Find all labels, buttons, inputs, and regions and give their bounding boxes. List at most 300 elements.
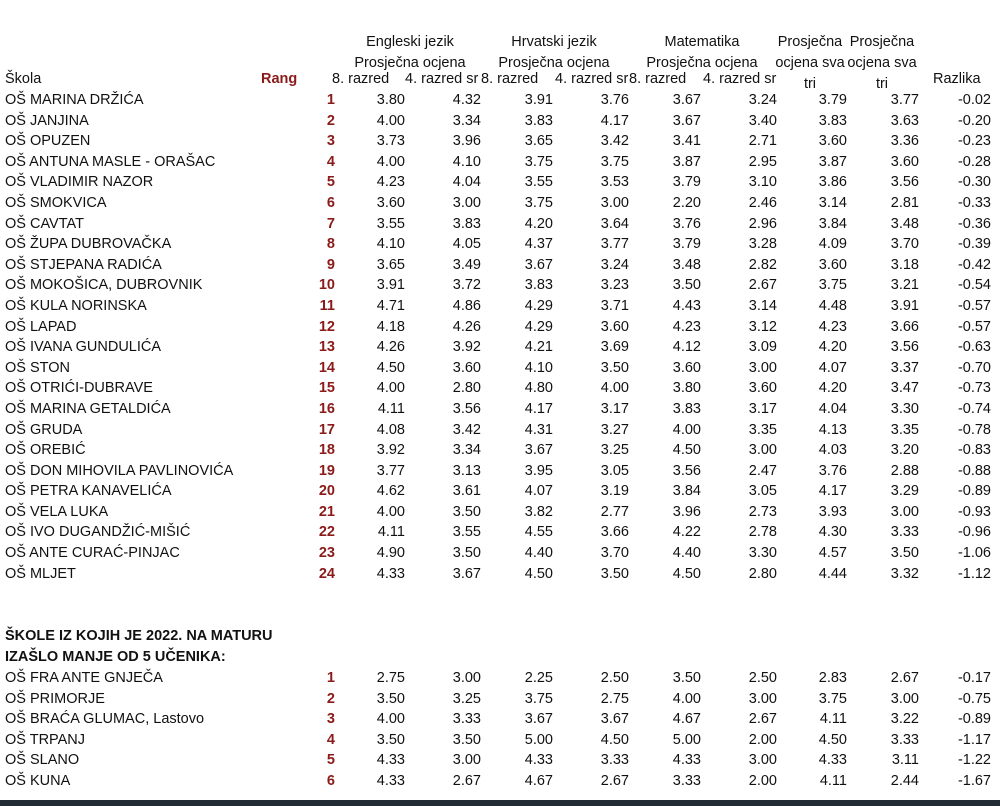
avg-8-cell: 4.44 — [818, 565, 847, 582]
eng-4-cell: 3.72 — [452, 277, 481, 294]
header-eng-4: 4. razred sr — [405, 71, 479, 87]
mat-8-cell: 4.33 — [672, 752, 701, 769]
mat-8-cell: 3.79 — [672, 236, 701, 253]
hr-4-cell: 2.67 — [600, 772, 629, 789]
avg-8-cell: 4.20 — [818, 380, 847, 397]
mat-8-cell: 3.80 — [672, 380, 701, 397]
school-name-cell: OŠ OTRIĆI-DUBRAVE — [5, 380, 153, 397]
razlika-cell: -0.93 — [957, 503, 991, 520]
eng-8-cell: 3.55 — [376, 215, 405, 232]
header-hr-8: 8. razred — [481, 71, 539, 87]
hr-4-cell: 3.50 — [600, 565, 629, 582]
razlika-cell: -0.74 — [957, 400, 991, 417]
razlika-cell: -0.42 — [957, 256, 991, 273]
avg-4-cell: 3.37 — [890, 359, 919, 376]
header-rang: Rang — [261, 71, 298, 87]
header-english-subtitle: Prosječna ocjena — [354, 55, 466, 71]
mat-4-cell: 3.17 — [748, 400, 777, 417]
table-row — [0, 689, 991, 710]
razlika-cell: -0.63 — [957, 339, 991, 356]
mat-8-cell: 3.76 — [672, 215, 701, 232]
school-name-cell: OŠ OPUZEN — [5, 133, 91, 150]
eng-4-cell: 4.04 — [452, 174, 481, 191]
avg-8-cell: 4.30 — [818, 524, 847, 541]
rang-cell: 16 — [318, 400, 335, 417]
eng-8-cell: 3.80 — [376, 92, 405, 108]
rang-cell: 6 — [326, 772, 335, 789]
hr-8-cell: 4.33 — [524, 752, 553, 769]
hr-4-cell: 3.60 — [600, 318, 629, 335]
mat-8-cell: 3.41 — [672, 133, 701, 150]
hr-8-cell: 4.40 — [524, 545, 553, 562]
avg-4-cell: 3.11 — [891, 752, 919, 769]
hr-8-cell: 3.75 — [524, 194, 553, 211]
hr-4-cell: 4.17 — [600, 112, 629, 129]
avg-8-cell: 3.75 — [818, 277, 847, 294]
hr-4-cell: 3.53 — [600, 174, 629, 191]
mat-8-cell: 4.67 — [672, 711, 701, 728]
avg-4-cell: 3.77 — [890, 92, 919, 108]
header-hr-4: 4. razred sr — [555, 71, 629, 87]
rang-cell: 18 — [318, 442, 335, 459]
hr-4-cell: 3.76 — [600, 92, 629, 108]
eng-8-cell: 4.00 — [376, 503, 405, 520]
school-name-cell: OŠ STJEPANA RADIĆA — [5, 256, 162, 273]
avg-8-cell: 4.11 — [819, 772, 847, 789]
header-croatian-title: Hrvatski jezik — [511, 34, 597, 50]
eng-8-cell: 4.08 — [376, 421, 405, 438]
avg-4-cell: 3.70 — [890, 236, 919, 253]
hr-4-cell: 3.00 — [600, 194, 629, 211]
hr-4-cell: 4.00 — [600, 380, 629, 397]
rang-cell: 23 — [318, 545, 335, 562]
eng-8-cell: 2.75 — [376, 670, 405, 686]
mat-4-cell: 2.96 — [748, 215, 777, 232]
avg-8-cell: 4.23 — [818, 318, 847, 335]
rang-cell: 3 — [326, 133, 335, 150]
razlika-cell: -0.28 — [957, 153, 991, 170]
rang-cell: 8 — [326, 236, 335, 253]
eng-8-cell: 4.18 — [376, 318, 405, 335]
table-row — [0, 522, 991, 543]
mat-4-cell: 2.00 — [748, 731, 777, 748]
header-avg-8-line1: Prosječna — [777, 34, 843, 50]
mat-8-cell: 4.50 — [672, 565, 701, 582]
eng-8-cell: 3.77 — [376, 462, 405, 479]
header-mat-4: 4. razred sr — [703, 71, 777, 87]
hr-4-cell: 3.33 — [600, 752, 629, 769]
mat-8-cell: 3.87 — [672, 153, 701, 170]
razlika-cell: -0.36 — [957, 215, 991, 232]
eng-4-cell: 4.05 — [452, 236, 481, 253]
table-row — [0, 214, 991, 235]
hr-4-cell: 3.50 — [600, 359, 629, 376]
eng-8-cell: 4.33 — [376, 752, 405, 769]
rang-cell: 7 — [326, 215, 335, 232]
table-row — [0, 90, 991, 111]
header-math-subtitle: Prosječna ocjena — [646, 55, 758, 71]
hr-4-cell: 3.71 — [600, 297, 629, 314]
table-row — [0, 709, 991, 730]
avg-4-cell: 3.35 — [890, 421, 919, 438]
mat-4-cell: 3.30 — [748, 545, 777, 562]
school-name-cell: OŠ MARINA DRŽIĆA — [5, 92, 144, 108]
mat-4-cell: 3.12 — [748, 318, 777, 335]
eng-8-cell: 4.00 — [376, 153, 405, 170]
header-razlika: Razlika — [933, 71, 981, 87]
avg-4-cell: 3.48 — [890, 215, 919, 232]
razlika-cell: -0.39 — [957, 236, 991, 253]
table-row — [0, 420, 991, 441]
table-row — [0, 317, 991, 338]
hr-8-cell: 4.31 — [524, 421, 553, 438]
rang-cell: 9 — [326, 256, 335, 273]
eng-8-cell: 3.50 — [376, 690, 405, 707]
avg-8-cell: 4.09 — [818, 236, 847, 253]
razlika-cell: -0.30 — [957, 174, 991, 191]
mat-4-cell: 3.10 — [748, 174, 777, 191]
table-row — [0, 750, 991, 771]
avg-8-cell: 3.93 — [818, 503, 847, 520]
avg-8-cell: 3.60 — [818, 256, 847, 273]
hr-4-cell: 2.77 — [600, 503, 629, 520]
rang-cell: 22 — [318, 524, 335, 541]
eng-8-cell: 3.73 — [376, 133, 405, 150]
hr-8-cell: 4.29 — [524, 318, 553, 335]
avg-4-cell: 3.33 — [890, 731, 919, 748]
hr-8-cell: 4.80 — [524, 380, 553, 397]
hr-8-cell: 3.55 — [524, 174, 553, 191]
hr-4-cell: 3.05 — [600, 462, 629, 479]
rang-cell: 13 — [318, 339, 335, 356]
mat-8-cell: 3.56 — [672, 462, 701, 479]
rang-cell: 4 — [326, 153, 335, 170]
hr-4-cell: 3.64 — [600, 215, 629, 232]
table-row — [0, 255, 991, 276]
eng-4-cell: 3.60 — [452, 359, 481, 376]
avg-4-cell: 2.81 — [890, 194, 919, 211]
hr-8-cell: 3.83 — [524, 277, 553, 294]
mat-8-cell: 3.50 — [672, 670, 701, 686]
avg-4-cell: 3.36 — [890, 133, 919, 150]
hr-4-cell: 3.42 — [600, 133, 629, 150]
mat-4-cell: 2.82 — [748, 256, 777, 273]
table-row — [0, 730, 991, 751]
rang-cell: 5 — [326, 174, 335, 191]
rang-cell: 20 — [318, 483, 335, 500]
mat-4-cell: 3.60 — [748, 380, 777, 397]
eng-4-cell: 2.80 — [452, 380, 481, 397]
eng-4-cell: 3.00 — [452, 194, 481, 211]
razlika-cell: -1.67 — [957, 772, 991, 789]
mat-4-cell: 3.00 — [748, 442, 777, 459]
eng-4-cell: 3.50 — [452, 503, 481, 520]
rang-cell: 10 — [318, 277, 335, 294]
avg-4-cell: 3.33 — [890, 524, 919, 541]
mat-4-cell: 3.00 — [748, 752, 777, 769]
rang-cell: 11 — [319, 297, 335, 314]
school-name-cell: OŠ MARINA GETALDIĆA — [5, 400, 171, 417]
table-row — [0, 378, 991, 399]
eng-4-cell: 4.10 — [452, 153, 481, 170]
mat-4-cell: 3.28 — [748, 236, 777, 253]
mat-8-cell: 3.79 — [672, 174, 701, 191]
table-row — [0, 152, 991, 173]
table-row — [0, 172, 991, 193]
school-name-cell: OŠ ANTE CURAĆ-PINJAC — [5, 545, 180, 562]
header-avg-8 — [774, 32, 846, 95]
razlika-cell: -0.57 — [957, 297, 991, 314]
school-name-cell: OŠ VLADIMIR NAZOR — [5, 174, 154, 191]
eng-4-cell: 2.67 — [452, 772, 481, 789]
hr-4-cell: 3.19 — [600, 483, 629, 500]
eng-4-cell: 3.67 — [452, 565, 481, 582]
school-name-cell: OŠ GRUDA — [5, 421, 83, 438]
avg-4-cell: 3.91 — [890, 297, 919, 314]
mat-4-cell: 3.35 — [748, 421, 777, 438]
hr-4-cell: 2.50 — [600, 670, 629, 686]
hr-4-cell: 2.75 — [600, 690, 629, 707]
razlika-cell: -1.17 — [957, 731, 991, 748]
avg-4-cell: 3.18 — [890, 256, 919, 273]
mat-8-cell: 3.48 — [672, 256, 701, 273]
table-row — [0, 275, 991, 296]
hr-8-cell: 4.50 — [524, 565, 553, 582]
header-avg-4-line3: tri — [875, 76, 889, 92]
rang-cell: 19 — [318, 462, 335, 479]
school-name-cell: OŠ PRIMORJE — [5, 690, 105, 707]
mat-8-cell: 3.67 — [672, 112, 701, 129]
avg-8-cell: 4.33 — [818, 752, 847, 769]
school-name-cell: OŠ SLANO — [5, 752, 80, 769]
avg-4-cell: 3.29 — [890, 483, 919, 500]
avg-8-cell: 4.17 — [818, 483, 847, 500]
header-mat-8: 8. razred — [629, 71, 687, 87]
header-english-title: Engleski jezik — [366, 34, 454, 50]
eng-4-cell: 3.92 — [452, 339, 481, 356]
razlika-cell: -1.22 — [957, 752, 991, 769]
razlika-cell: -0.96 — [957, 524, 991, 541]
eng-4-cell: 3.50 — [452, 731, 481, 748]
eng-4-cell: 4.32 — [452, 92, 481, 108]
razlika-cell: -0.83 — [957, 442, 991, 459]
avg-4-cell: 3.20 — [890, 442, 919, 459]
avg-4-cell: 3.22 — [890, 711, 919, 728]
table-row — [0, 481, 991, 502]
rang-cell: 15 — [318, 380, 335, 397]
table-row — [0, 358, 991, 379]
razlika-cell: -0.89 — [957, 711, 991, 728]
mat-4-cell: 2.73 — [748, 503, 777, 520]
mat-8-cell: 4.23 — [672, 318, 701, 335]
table-row — [0, 296, 991, 317]
table-row — [0, 668, 991, 689]
mat-8-cell: 2.20 — [672, 194, 701, 211]
rang-cell: 1 — [326, 92, 335, 108]
header-avg-4 — [846, 32, 918, 95]
avg-8-cell: 3.14 — [818, 194, 847, 211]
eng-8-cell: 4.33 — [376, 772, 405, 789]
school-name-cell: OŠ CAVTAT — [5, 215, 84, 232]
razlika-cell: -0.78 — [957, 421, 991, 438]
school-name-cell: OŠ IVO DUGANDŽIĆ-MIŠIĆ — [5, 524, 191, 541]
razlika-cell: -0.73 — [957, 380, 991, 397]
avg-4-cell: 3.56 — [890, 339, 919, 356]
mat-4-cell: 3.00 — [748, 359, 777, 376]
school-name-cell: OŠ BRAĆA GLUMAC, Lastovo — [5, 711, 205, 728]
table-row — [0, 771, 991, 792]
main-ranking-table — [0, 90, 991, 584]
rang-cell: 17 — [318, 421, 335, 438]
hr-4-cell: 3.75 — [600, 153, 629, 170]
hr-4-cell: 3.66 — [600, 524, 629, 541]
header-math-group — [630, 32, 774, 74]
mat-8-cell: 3.67 — [672, 92, 701, 108]
eng-4-cell: 3.13 — [452, 462, 481, 479]
avg-4-cell: 3.66 — [890, 318, 919, 335]
eng-8-cell: 4.23 — [376, 174, 405, 191]
eng-8-cell: 4.00 — [376, 112, 405, 129]
avg-8-cell: 3.83 — [818, 112, 847, 129]
table-row — [0, 440, 991, 461]
rang-cell: 1 — [326, 670, 335, 686]
header-avg-4-line2: ocjena sva — [847, 55, 917, 71]
rang-cell: 6 — [326, 194, 335, 211]
table-row — [0, 193, 991, 214]
mat-4-cell: 3.40 — [748, 112, 777, 129]
eng-4-cell: 3.55 — [452, 524, 481, 541]
mat-4-cell: 2.00 — [748, 772, 777, 789]
small-schools-title-line1: ŠKOLE IZ KOJIH JE 2022. NA MATURU — [5, 628, 273, 644]
header-croatian-group — [482, 32, 626, 74]
school-name-cell: OŠ TRPANJ — [5, 731, 86, 748]
avg-8-cell: 4.50 — [818, 731, 847, 748]
mat-8-cell: 3.96 — [672, 503, 701, 520]
avg-8-cell: 3.79 — [818, 92, 847, 108]
table-row — [0, 131, 991, 152]
eng-8-cell: 4.11 — [377, 524, 405, 541]
razlika-cell: -0.23 — [957, 133, 991, 150]
avg-8-cell: 3.84 — [818, 215, 847, 232]
razlika-cell: -0.75 — [957, 690, 991, 707]
razlika-cell: -1.06 — [957, 545, 991, 562]
mat-4-cell: 3.14 — [748, 297, 777, 314]
eng-8-cell: 4.00 — [376, 380, 405, 397]
razlika-cell: -0.54 — [957, 277, 991, 294]
rang-cell: 2 — [326, 690, 335, 707]
hr-8-cell: 4.55 — [524, 524, 553, 541]
eng-4-cell: 3.50 — [452, 545, 481, 562]
hr-8-cell: 3.95 — [524, 462, 553, 479]
hr-8-cell: 4.07 — [524, 483, 553, 500]
school-name-cell: OŠ MOKOŠICA, DUBROVNIK — [5, 277, 203, 294]
rang-cell: 14 — [318, 359, 335, 376]
mat-8-cell: 4.22 — [672, 524, 701, 541]
razlika-cell: -0.57 — [957, 318, 991, 335]
avg-8-cell: 4.20 — [818, 339, 847, 356]
hr-8-cell: 3.91 — [524, 92, 553, 108]
mat-8-cell: 3.84 — [672, 483, 701, 500]
eng-4-cell: 3.34 — [452, 112, 481, 129]
mat-8-cell: 5.00 — [672, 731, 701, 748]
school-name-cell: OŠ ŽUPA DUBROVAČKA — [5, 236, 172, 253]
hr-8-cell: 4.37 — [524, 236, 553, 253]
eng-8-cell: 3.65 — [376, 256, 405, 273]
hr-8-cell: 4.67 — [524, 772, 553, 789]
mat-8-cell: 3.60 — [672, 359, 701, 376]
avg-4-cell: 3.00 — [890, 503, 919, 520]
hr-4-cell: 3.24 — [600, 256, 629, 273]
avg-8-cell: 4.07 — [818, 359, 847, 376]
avg-4-cell: 3.00 — [890, 690, 919, 707]
school-name-cell: OŠ OREBIĆ — [5, 442, 86, 459]
eng-4-cell: 3.00 — [452, 752, 481, 769]
table-row — [0, 337, 991, 358]
eng-8-cell: 4.62 — [376, 483, 405, 500]
mat-4-cell: 3.05 — [748, 483, 777, 500]
header-avg-8-line2: ocjena sva — [775, 55, 845, 71]
avg-4-cell: 3.30 — [890, 400, 919, 417]
rang-cell: 4 — [326, 731, 335, 748]
header-croatian-subtitle: Prosječna ocjena — [498, 55, 610, 71]
mat-4-cell: 3.00 — [748, 690, 777, 707]
school-name-cell: OŠ LAPAD — [5, 318, 77, 335]
bottom-border — [0, 800, 1000, 806]
avg-8-cell: 3.60 — [818, 133, 847, 150]
hr-8-cell: 3.67 — [524, 442, 553, 459]
eng-4-cell: 3.56 — [452, 400, 481, 417]
mat-8-cell: 4.50 — [672, 442, 701, 459]
eng-8-cell: 4.33 — [376, 565, 405, 582]
avg-8-cell: 3.86 — [818, 174, 847, 191]
table-row — [0, 502, 991, 523]
eng-8-cell: 4.26 — [376, 339, 405, 356]
eng-4-cell: 3.42 — [452, 421, 481, 438]
avg-4-cell: 2.88 — [890, 462, 919, 479]
eng-4-cell: 3.00 — [452, 670, 481, 686]
avg-4-cell: 2.67 — [890, 670, 919, 686]
avg-4-cell: 3.32 — [890, 565, 919, 582]
avg-4-cell: 3.63 — [890, 112, 919, 129]
rang-cell: 12 — [318, 318, 335, 335]
hr-8-cell: 3.67 — [524, 711, 553, 728]
avg-8-cell: 4.48 — [818, 297, 847, 314]
razlika-cell: -1.12 — [957, 565, 991, 582]
hr-8-cell: 3.82 — [524, 503, 553, 520]
hr-4-cell: 3.27 — [600, 421, 629, 438]
mat-8-cell: 3.50 — [672, 277, 701, 294]
eng-8-cell: 4.71 — [376, 297, 405, 314]
hr-8-cell: 3.75 — [524, 153, 553, 170]
mat-4-cell: 2.78 — [748, 524, 777, 541]
eng-4-cell: 3.96 — [452, 133, 481, 150]
rang-cell: 24 — [318, 565, 335, 582]
mat-8-cell: 3.83 — [672, 400, 701, 417]
rang-cell: 3 — [326, 711, 335, 728]
school-name-cell: OŠ MLJET — [5, 565, 76, 582]
avg-8-cell: 3.75 — [818, 690, 847, 707]
hr-8-cell: 4.20 — [524, 215, 553, 232]
hr-8-cell: 4.10 — [524, 359, 553, 376]
school-name-cell: OŠ KULA NORINSKA — [5, 297, 147, 314]
eng-8-cell: 4.00 — [376, 711, 405, 728]
mat-4-cell: 2.80 — [748, 565, 777, 582]
hr-8-cell: 3.67 — [524, 256, 553, 273]
mat-8-cell: 4.12 — [672, 339, 701, 356]
school-name-cell: OŠ JANJINA — [5, 112, 89, 129]
school-name-cell: OŠ VELA LUKA — [5, 503, 109, 520]
mat-4-cell: 2.71 — [748, 133, 777, 150]
